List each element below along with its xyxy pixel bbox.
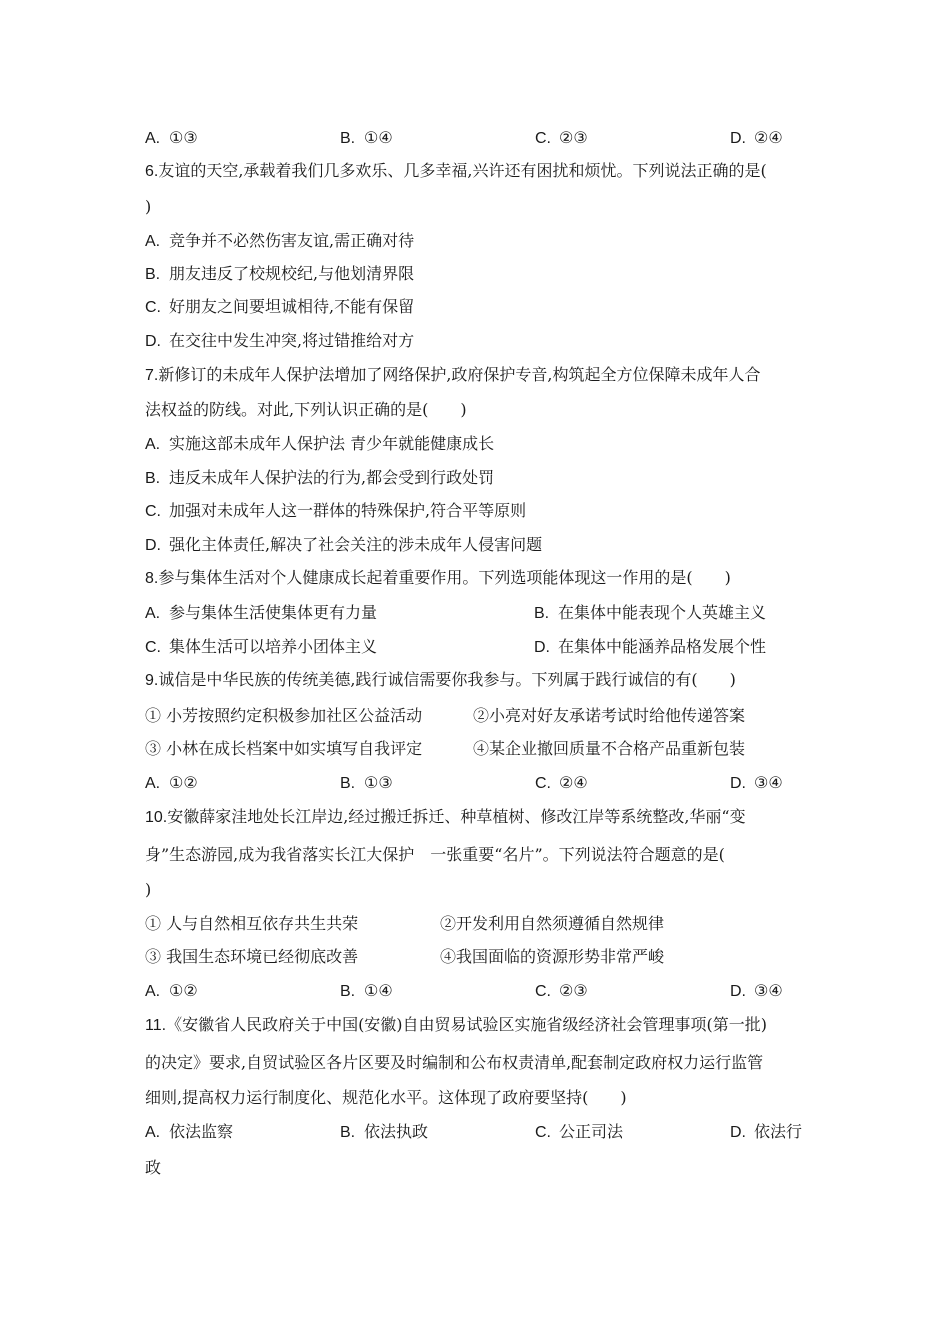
q5-option-d: D. ②④: [730, 128, 783, 147]
q6-option-d: D. 在交往中发生冲突,将过错推给对方: [145, 331, 415, 350]
q10-stem-cont-2: ): [145, 880, 152, 899]
q9-statement-3: ③ 小林在成长档案中如实填写自我评定: [145, 739, 423, 758]
q5-option-b: B. ①④: [340, 128, 393, 147]
q10-option-a: A. ①②: [145, 981, 198, 1000]
q11-option-c: C. 公正司法: [535, 1122, 624, 1141]
q5-option-a: A. ①③: [145, 128, 198, 147]
q9-statement-2: ②小亮对好友承诺考试时给他传递答案: [473, 706, 746, 725]
q11-option-d: D. 依法行: [730, 1122, 803, 1141]
q10-statement-2: ②开发利用自然须遵循自然规律: [440, 914, 665, 933]
q10-statement-4: ④我国面临的资源形势非常严峻: [440, 947, 665, 966]
q8-option-d: D. 在集体中能涵养品格发展个性: [534, 637, 767, 656]
q10-option-c: C. ②③: [535, 981, 588, 1000]
q6-stem: 6.友谊的天空,承载着我们几多欢乐、几多幸福,兴许还有困扰和烦忧。下列说法正确的是(: [145, 161, 767, 180]
q10-option-d: D. ③④: [730, 981, 783, 1000]
q11-option-b: B. 依法执政: [340, 1122, 429, 1141]
q9-stem: 9.诚信是中华民族的传统美德,践行诚信需要你我参与。下列属于践行诚信的有( ): [145, 670, 736, 689]
q7-stem: 7.新修订的未成年人保护法增加了网络保护,政府保护专音,构筑起全方位保障未成年人合: [145, 365, 761, 384]
q7-option-a: A. 实施这部未成年人保护法 青少年就能健康成长: [145, 434, 495, 453]
q7-option-d: D. 强化主体责任,解决了社会关注的涉未成年人侵害问题: [145, 535, 543, 554]
q6-option-c: C. 好朋友之间要坦诚相待,不能有保留: [145, 297, 415, 316]
q9-statement-1: ① 小芳按照约定积极参加社区公益活动: [145, 706, 423, 725]
q11-stem-cont-2: 细则,提高权力运行制度化、规范化水平。这体现了政府要坚持( ): [145, 1088, 627, 1107]
q11-stem: 11.《安徽省人民政府关于中国(安徽)自由贸易试验区实施省级经济社会管理事项(第一批): [145, 1015, 768, 1034]
q10-option-b: B. ①④: [340, 981, 393, 1000]
q10-statement-3: ③ 我国生态环境已经彻底改善: [145, 947, 359, 966]
q10-stem-cont: 身”生态游园,成为我省落实长江大保护 一张重要“名片”。下列说法符合题意的是(: [145, 845, 725, 864]
q9-option-b: B. ①③: [340, 773, 393, 792]
q9-option-a: A. ①②: [145, 773, 198, 792]
q10-stem: 10.安徽薛家洼地处长江岸边,经过搬迁拆迁、种草植树、修改江岸等系统整改,华丽“变: [145, 807, 746, 826]
q6-stem-cont: ): [145, 197, 152, 216]
q6-option-b: B. 朋友违反了校规校纪,与他划清界限: [145, 264, 415, 283]
q7-stem-cont: 法权益的防线。对此,下列认识正确的是( ): [145, 400, 467, 419]
q8-option-a: A. 参与集体生活使集体更有力量: [145, 603, 378, 622]
q8-stem: 8.参与集体生活对个人健康成长起着重要作用。下列选项能体现这一作用的是( ): [145, 568, 731, 587]
q9-option-c: C. ②④: [535, 773, 588, 792]
q7-option-b: B. 违反未成年人保护法的行为,都会受到行政处罚: [145, 468, 495, 487]
q7-option-c: C. 加强对未成年人这一群体的特殊保护,符合平等原则: [145, 501, 527, 520]
q9-option-d: D. ③④: [730, 773, 783, 792]
q11-option-a: A. 依法监察: [145, 1122, 234, 1141]
q10-statement-1: ① 人与自然相互依存共生共荣: [145, 914, 359, 933]
q11-stem-cont: 的决定》要求,自贸试验区各片区要及时编制和公布权责清单,配套制定政府权力运行监管: [145, 1053, 764, 1072]
q8-option-b: B. 在集体中能表现个人英雄主义: [534, 603, 767, 622]
q8-option-c: C. 集体生活可以培养小团体主义: [145, 637, 378, 656]
q9-statement-4: ④某企业撤回质量不合格产品重新包装: [473, 739, 746, 758]
q6-option-a: A. 竞争并不必然伤害友谊,需正确对待: [145, 231, 415, 250]
q11-option-d-wrap: 政: [145, 1158, 162, 1177]
q5-option-c: C. ②③: [535, 128, 588, 147]
